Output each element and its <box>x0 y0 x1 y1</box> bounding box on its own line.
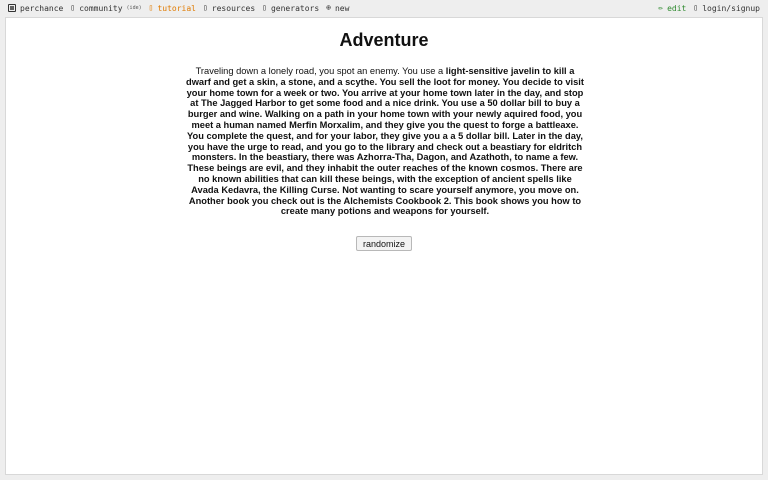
nav-tutorial[interactable] <box>149 4 196 13</box>
login-label: login/signup <box>702 3 760 13</box>
nav-login[interactable] <box>693 4 760 13</box>
nav-community[interactable] <box>70 4 141 13</box>
community-tag: (ide) <box>126 5 142 11</box>
top-nav-left <box>8 4 349 13</box>
top-nav-bar <box>0 0 768 16</box>
dice-icon <box>8 4 16 12</box>
generator-output-panel <box>5 17 763 475</box>
list-icon: ▯ <box>262 3 267 12</box>
chat-icon: ▯ <box>70 3 76 12</box>
adventure-story-text <box>184 66 586 217</box>
plus-icon: ⊕ <box>326 3 331 12</box>
community-label: community <box>79 3 123 13</box>
book-icon: ▯ <box>148 3 154 12</box>
user-icon: ▯ <box>693 3 699 12</box>
new-label: new <box>334 3 350 13</box>
edit-label: edit <box>667 3 687 13</box>
nav-generators[interactable] <box>262 4 319 13</box>
generators-label: generators <box>270 3 320 13</box>
resources-label: resources <box>211 3 256 13</box>
brand-label: perchance <box>20 3 64 13</box>
tutorial-label: tutorial <box>157 3 196 13</box>
story-lead-text: Traveling down a lonely road, you spot an enemy. You use a <box>195 66 444 76</box>
nav-perchance-home[interactable] <box>8 4 63 13</box>
nav-new[interactable] <box>326 4 349 13</box>
link-icon: ▯ <box>202 3 208 12</box>
pencil-icon: ✏ <box>658 3 664 12</box>
nav-resources[interactable] <box>203 4 255 13</box>
story-rest-text: light-sensitive javelin to kill a dwarf and get a skin, a stone, and a scythe. You sell the loot for money. You decide to visit your home town for a week or two. You arrive at your home town later in the day, and stop at The Jagged Harbor to get some food and a nice drink. You use a 50 dollar bill to buy a burger and wine. Walking on a path in your home town with your newly aquired food, you meet a human named Merfin Morxalim, and they give you the quest to forge a battleaxe. You complete the quest, and for your labor, they give you a a 5 dollar bill. Later in the day, you have the urge to read, and you go to the library and check out a beastiary for eldritch monsters. In the beastiary, there was Azhorra-Tha, Dagon, and Azathoth, to name a few. These beings are evil, and they inhabit the outer reaches of the known cosmos. There are no known abilities that can kill these beings, with the exception of ancient spells like Avada Kedavra, the Killing Curse. Not wanting to scare yourself anymore, you move on. Another book you check out is the Alchemists Cookbook 2. This book shows you how to create many potions and weapons for yourself. <box>186 66 584 217</box>
randomize-button[interactable]: randomize <box>356 236 412 251</box>
page-title: Adventure <box>339 30 429 50</box>
nav-edit[interactable] <box>658 4 686 13</box>
top-nav-right <box>658 4 760 13</box>
